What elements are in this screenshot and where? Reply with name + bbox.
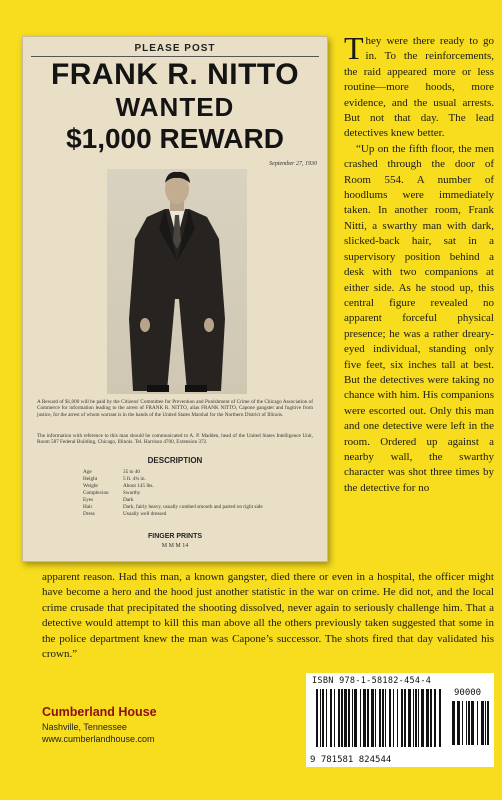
excerpt-paragraph-2: “Up on the fifth floor, the men crashed through the door of Room 554. A number of hoodlums were immediately taken. In another room, Frank Nitti, a swarthy man with dark, slicked-back hair, sat in a supervisory position behind a desk with two companions at either side. As he stood up, this central figure revealed no apparent forceful physical presence; he was a rather dreary-eyed individual, standing only five feet, six inches tall at best. But the detectives were taking no chance with him. His companions were escorted out. Only this man and one detective were left in the room. Ordered up against a nearby wall, the swarthy character was shot three times by the detective for no [344,142,494,494]
description-label: Height [83,476,98,482]
publisher-url: www.cumberlandhouse.com [42,734,155,744]
description-row [83,511,303,518]
description-table [83,469,303,518]
description-value: About 145 lbs. [123,483,154,489]
description-value: Usually well dressed [123,511,167,517]
description-row [83,476,303,483]
description-label: Complexion [83,490,109,496]
poster-wanted: WANTED [115,92,235,122]
poster-date: September 27, 1930 [269,161,317,167]
description-label: Eyes [83,497,94,503]
poster-notice-text: A Reward of $1,000 will be paid by the Citizens' Committee for Prevention and Punishment of Crime of the Chicago Association of Commerce for information leading to the arrest of FRANK R. NITTO, alias FRANK NITTO, Capone gangster and fugitive from justice, for the arrest of whom warrant is in the hands of the United States Marshal for the Northern District of Illinois. [37,399,313,418]
excerpt-text: hey were there ready to go in. To the reinforcements, the raid appeared more or less routine—more hoods, more evidence, and the usual arrests. But not that day. The lead detectives knew better. [344,35,494,140]
excerpt-paragraph-1 [344,30,494,142]
poster-reward: $1,000 REWARD [66,123,284,154]
description-label: Weight [83,483,98,489]
description-heading: DESCRIPTION [147,456,203,465]
poster-rule [31,56,319,57]
fingerprints-heading: FINGER PRINTS [147,533,203,540]
suspect-photo [107,169,247,394]
barcode-price-icon [450,701,492,745]
isbn-barcode [306,673,494,767]
please-post-label: PLEASE POST [134,43,216,54]
description-value: Swarthy [123,490,141,496]
description-value: 35 to 40 [123,469,141,475]
excerpt-column [344,30,494,496]
description-label: Dress [83,511,95,517]
description-value: Dark [123,497,134,503]
publisher-city: Nashville, Tennessee [42,722,127,732]
excerpt-paragraph-2-continued: apparent reason. Had this man, a known gangster, died there or even in a hospital, the officer might have become a hero and the hood just another statistic in the war on crime. He did not, and the local crime crusade that precipitated the shooting dissolved, never again to seriously challenge him. That a detective would attempt to kill this man above all the others previously taken suggested that some in the police department knew the man was Capone’s successor. The shots fired that day validated his crown.” [42,571,494,661]
fingerprints-code: M M M 14 [161,543,189,549]
description-row [83,504,303,511]
description-row [83,497,303,504]
price-code: 90000 [454,688,482,698]
description-value: 5 ft. 4¾ in. [123,476,146,482]
wanted-poster-image [22,36,328,562]
publisher-block [42,705,157,744]
publisher-name: Cumberland House [42,705,157,719]
description-row [83,469,303,476]
poster-contact-text: The information with reference to this man should be communicated to A. P. Madden, head of the United States Intelligence Unit, Room 587 Federal Building, Chicago, Illinois. Tel. Harrison 4700, Extension 372. [37,433,313,446]
description-row [83,483,303,490]
description-row [83,490,303,497]
description-value: Dark, fairly heavy, usually combed smooth and parted on right side [123,504,263,510]
barcode-digits: 9 781581 824544 [310,755,392,765]
drop-cap: T [344,30,364,66]
description-label: Age [83,469,92,475]
isbn-text: ISBN 978-1-58182-454-4 [312,676,432,686]
excerpt-continued [42,570,494,662]
suspect-photo-drawing [107,169,247,394]
barcode-main-icon [314,689,444,747]
poster-name: FRANK R. NITTO [50,58,300,91]
description-label: Hair [83,504,93,510]
